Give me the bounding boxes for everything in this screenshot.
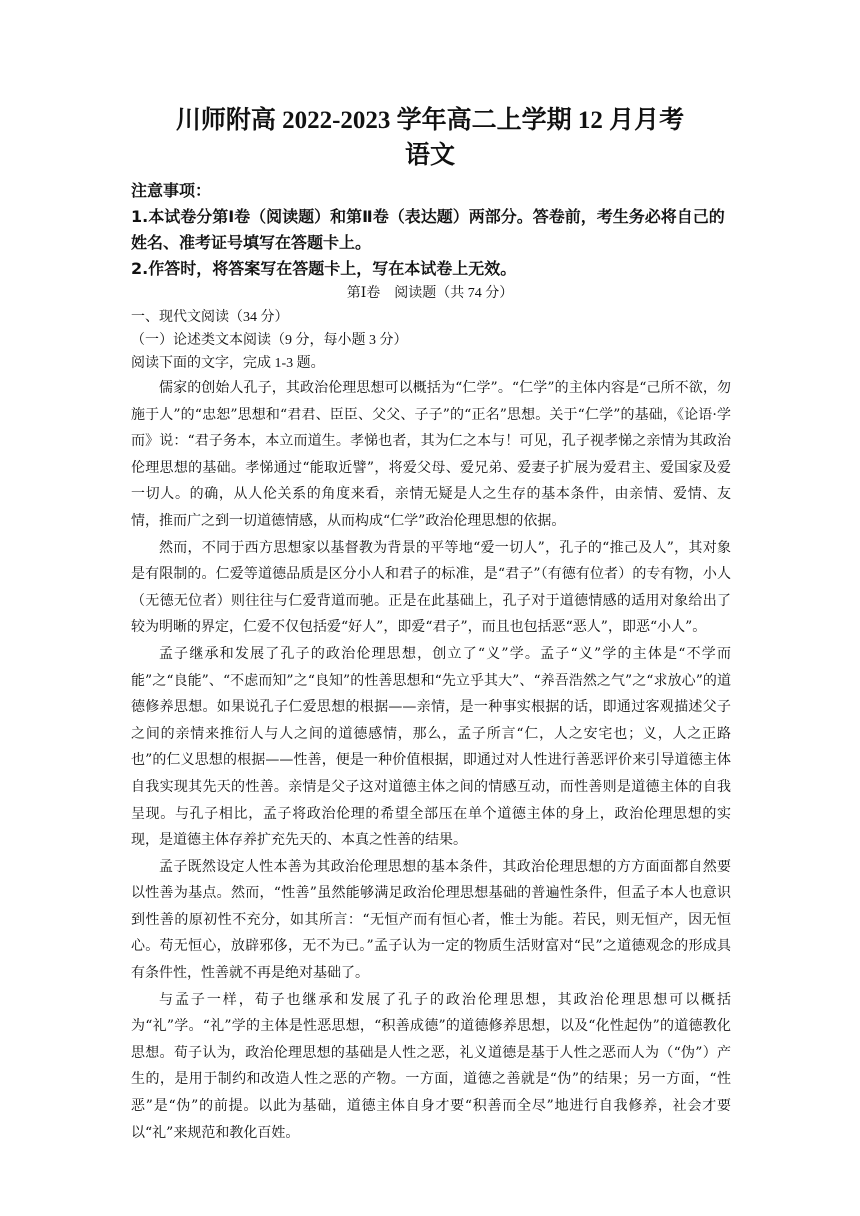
passage-paragraph-5: 与孟子一样，荀子也继承和发展了孔子的政治伦理思想，其政治伦理思想可以概括为“礼”学。“礼”学的主体是性恶思想，“积善成德”的道德修养思想，以及“化性起伪”的道德教化思想。荀子认为，政治伦理思想的基础是人性之恶，礼义道德是基于人性之恶而人为（“伪”）产生的，是用于制约和改造人性之恶的产物。一方面，道德之善就是“伪”的结果；另一方面，“性恶”是“伪”的前提。以此为基础，道德主体自身才要“积善而全尽”地进行自我修养，社会才要以“礼”来规范和教化百姓。 xyxy=(131,991,731,1141)
notice-item-1: 1.本试卷分第Ⅰ卷（阅读题）和第Ⅱ卷（表达题）两部分。答卷前，考生务必将自己的姓名、准考证号填写在答题卡上。 xyxy=(131,207,725,252)
part-heading: 一、现代文阅读（34 分） xyxy=(131,310,289,325)
notice-heading: 注意事项： xyxy=(131,181,212,200)
notice-item-2: 2.作答时，将答案写在答题卡上，写在本试卷上无效。 xyxy=(131,259,517,278)
subpart-heading: （一）论述类文本阅读（9 分，每小题 3 分） xyxy=(131,333,408,348)
subject-title: 语文 xyxy=(404,142,455,169)
passage-paragraph-2: 然而，不同于西方思想家以基督教为背景的平等地“爱一切人”，孔子的“推己及人”，其对象是有限制的。仁爱等道德品质是区分小人和君子的标准，是“君子”（有德有位者）的专有物，小人（无德无位者）则往往与仁爱背道而驰。正是在此基础上，孔子对于道德情感的适用对象给出了较为明晰的界定，仁爱不仅包括爱“好人”，即爱“君子”，而且也包括恶“恶人”，即恶“小人”。 xyxy=(131,539,731,636)
section-heading: 第Ⅰ卷 阅读题（共 74 分） xyxy=(346,286,514,301)
passage-paragraph-4: 孟子既然设定人性本善为其政治伦理思想的基本条件，其政治伦理思想的方方面面都自然要以性善为基点。然而，“性善”虽然能够满足政治伦理思想基础的普遍性条件，但孟子本人也意识到性善的原初性不充分，如其所言：“无恒产而有恒心者，惟士为能。若民，则无恒产，因无恒心。苟无恒心，放辟邪侈，无不为已。”孟子认为一定的物质生活财富对“民”之道德观念的形成具有条件性，性善就不再是绝对基础了。 xyxy=(131,858,731,982)
exam-title: 川师附高 2022-2023 学年高二上学期 12 月月考 xyxy=(175,107,685,134)
reading-passage xyxy=(131,375,731,1146)
passage-paragraph-1: 儒家的创始人孔子，其政治伦理思想可以概括为“仁学”。“仁学”的主体内容是“己所不欲，勿施于人”的“忠恕”思想和“君君、臣臣、父父、子子”的“正名”思想。关于“仁学”的基础，《论语·学而》说：“君子务本，本立而道生。孝悌也者，其为仁之本与！可见，孔子视孝悌之亲情为其政治伦理思想的基础。孝悌通过“能取近譬”，将爱父母、爱兄弟、爱妻子扩展为爱君主、爱国家及爱一切人。的确，从人伦关系的角度来看，亲情无疑是人之生存的基本条件，由亲情、爱情、友情，推而广之到一切道德情感，从而构成“仁学”政治伦理思想的依据。 xyxy=(131,380,731,529)
reading-instruction: 阅读下面的文字，完成 1-3 题。 xyxy=(131,356,325,371)
passage-paragraph-3: 孟子继承和发展了孔子的政治伦理思想，创立了“义”学。孟子“义”学的主体是“不学而能”之“良能”、“不虑而知”之“良知”的性善思想和“先立乎其大”、“养吾浩然之气”之“求放心”的道德修养思想。如果说孔子仁爱思想的根据——亲情，是一种事实根据的话，即通过客观描述父子之间的亲情来推衍人与人之间的道德感情，那么，孟子所言“仁，人之安宅也；义，人之正路也”的仁义思想的根据——性善，便是一种价值根据，即通过对人性进行善恶评价来引导道德主体自我实现其先天的性善。亲情是父子这对道德主体之间的情感互动，而性善则是道德主体的自我呈现。与孔子相比，孟子将政治伦理的希望全部压在单个道德主体的身上，政治伦理思想的实现，是道德主体存养扩充先天的、本真之性善的结果。 xyxy=(131,645,731,849)
